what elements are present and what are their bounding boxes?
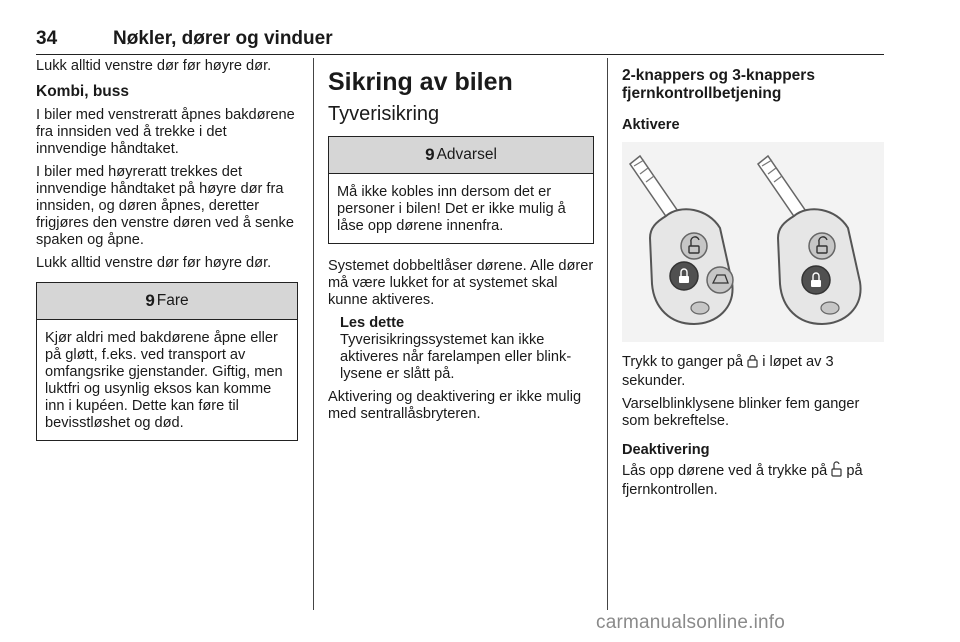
paragraph: I biler med høyreratt trekkes det innvendige håndtaket på høyre dør fra innsiden, og døren åpnes, deretter frigjøres den venstre døren ved å senke spaken og åpne. xyxy=(36,164,294,248)
column-3 xyxy=(622,58,887,505)
warning-triangle-icon: 9 xyxy=(145,291,155,310)
danger-box-text: Kjør aldri med bakdørene åpne eller på gløtt, f.eks. ved transport av omfangsrike gjenstander. Giftig, men luktfri og usynlig eksos kan komme inn i kupéen. Dette kan føre til bevisstløshet og død. xyxy=(45,330,283,431)
warning-triangle-icon: 9 xyxy=(425,145,435,164)
subheading-aktivere: Aktivere xyxy=(622,117,680,133)
section-heading-remote: 2-knappers og 3-knappers fjernkontrollbetjening xyxy=(622,67,815,102)
warning-box xyxy=(328,136,594,244)
page-header xyxy=(36,28,884,55)
note-title: Les dette xyxy=(340,315,405,331)
paragraph: Varselblinklysene blinker fem ganger som bekreftelse. xyxy=(622,396,860,429)
warning-box-header xyxy=(329,137,593,174)
paragraph: Trykk to ganger på i løpet av 3 sekunder. xyxy=(622,354,834,389)
chapter-heading: Sikring av bilen xyxy=(328,68,513,96)
paragraph: Aktivering og deaktivering er ikke mulig med sentrallåsbryteren. xyxy=(328,389,582,422)
car-key-left xyxy=(630,156,733,324)
note-text: Tyverisikringssystemet kan ikke aktiveres når farelampen eller blinklysene er slått på. xyxy=(340,332,572,382)
remote-key-illustration xyxy=(622,142,884,342)
unlock-icon xyxy=(831,461,842,482)
paragraph: I biler med venstreratt åpnes bakdørene fra innsiden ved å trekke i det innvendige håndtaket. xyxy=(36,107,295,157)
danger-box-header xyxy=(37,283,297,320)
note xyxy=(340,315,594,383)
car-key-icon xyxy=(622,142,884,342)
warning-box-text: Må ikke kobles inn dersom det er personer i bilen! Det er ikke mulig å låse opp dørene innenfra. xyxy=(337,184,566,234)
paragraph: Systemet dobbeltlåser dørene. Alle dører må være lukket for at systemet skal kunne aktiveres. xyxy=(328,258,594,308)
page-title: Nøkler, dører og vinduer xyxy=(113,28,333,49)
paragraph: Lukk alltid venstre dør før høyre dør. xyxy=(36,58,272,74)
section-heading-kombi: Kombi, buss xyxy=(36,83,130,100)
warning-box-title: Advarsel xyxy=(436,146,497,163)
column-divider xyxy=(607,58,608,610)
watermark: carmanualsonline.info xyxy=(596,612,786,633)
column-divider xyxy=(313,58,314,610)
column-1 xyxy=(36,58,298,455)
danger-box-title: Fare xyxy=(156,292,189,309)
paragraph: Lås opp dørene ved å trykke på på fjernkontrollen. xyxy=(622,463,863,498)
danger-box xyxy=(36,282,298,441)
lock-icon xyxy=(747,354,758,373)
column-2 xyxy=(328,58,594,429)
car-key-right xyxy=(758,156,861,324)
paragraph: Lukk alltid venstre dør før høyre dør. xyxy=(36,255,272,271)
subheading-deaktivering: Deaktivering xyxy=(622,442,710,458)
section-heading-tyverisikring: Tyverisikring xyxy=(328,103,440,125)
page-number: 34 xyxy=(36,28,58,49)
